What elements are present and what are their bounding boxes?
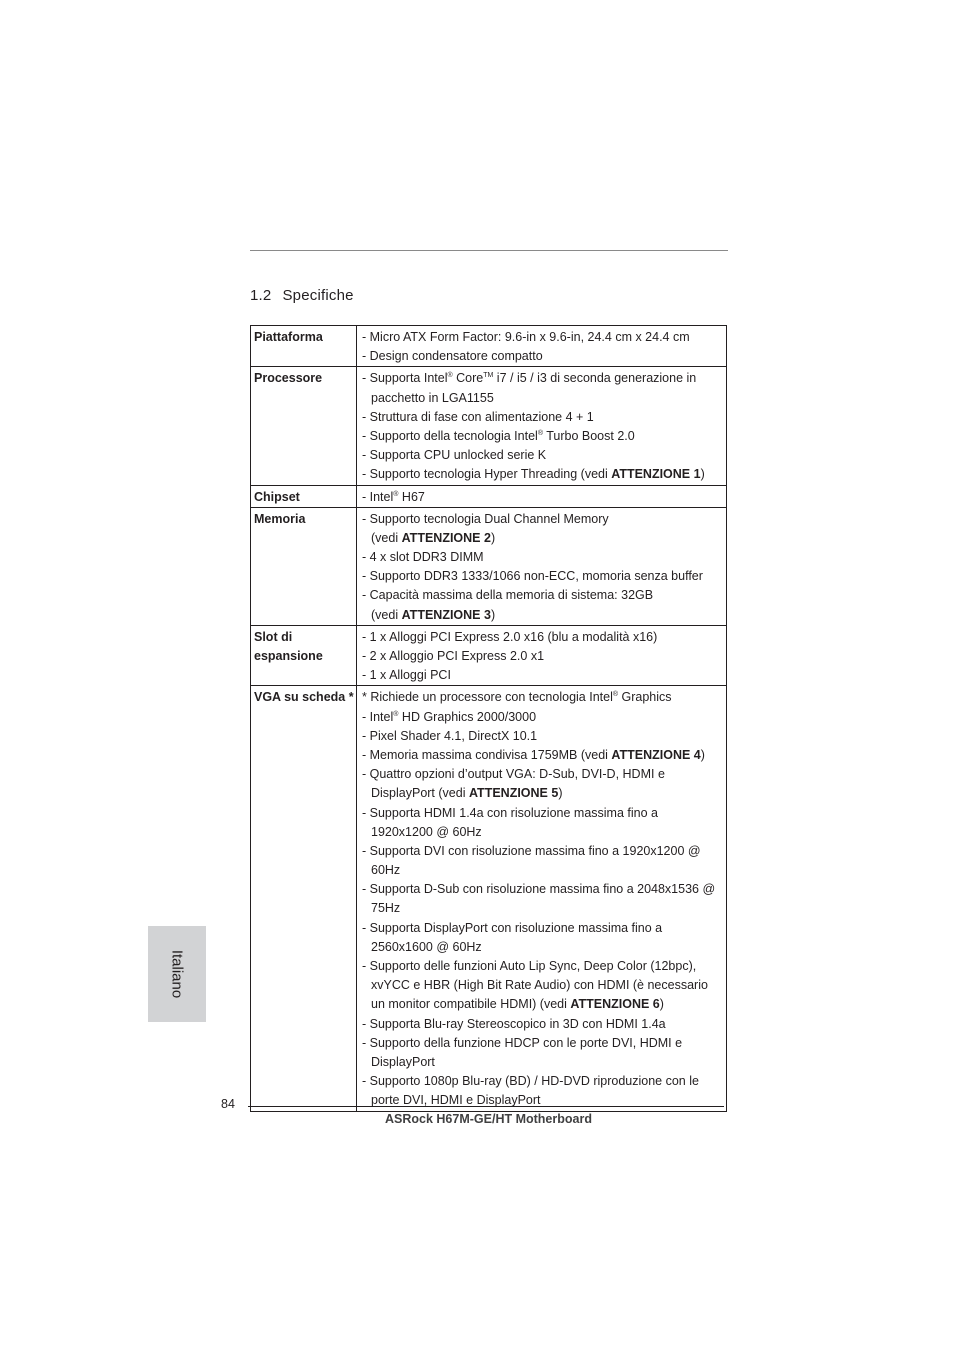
spec-row-label: [251, 625, 357, 686]
spec-value-line: - 2 x Alloggio PCI Express 2.0 x1: [362, 649, 545, 663]
spec-value-line: - Supporto 1080p Blu-ray (BD) / HD-DVD riproduzione con le: [362, 1074, 699, 1089]
spec-row-value: [357, 507, 727, 625]
spec-value-line: - Intel® H67: [362, 489, 425, 504]
spec-value-line: - Supporto tecnologia Hyper Threading (vedi ATTENZIONE 1): [362, 467, 705, 482]
spec-value-line: xvYCC e HBR (High Bit Rate Audio) con HDMI (è necessario: [371, 978, 708, 993]
spec-row-value: [357, 326, 727, 367]
specifications-table-body: [251, 326, 727, 1112]
spec-row: [251, 625, 727, 686]
spec-label-line: Piattaforma: [254, 330, 323, 344]
spec-label-line: Processore: [254, 371, 323, 386]
spec-value-line: - Struttura di fase con alimentazione 4 + 1: [362, 409, 594, 424]
spec-row-value: [357, 367, 727, 485]
spec-value-line: - Supporta Blu-ray Stereoscopico in 3D con HDMI 1.4a: [362, 1016, 666, 1031]
page-number: 84: [221, 1097, 235, 1111]
header-rule: [250, 250, 728, 251]
spec-value-line: - Supporta D-Sub con risoluzione massima fino a 2048x1536 @: [362, 882, 716, 897]
spec-value-line: - Supporto delle funzioni Auto Lip Sync, Deep Color (12bpc),: [362, 959, 697, 973]
spec-row: [251, 507, 727, 625]
spec-value-line: - Design condensatore compatto: [362, 349, 543, 364]
spec-value-line: - Supporta DVI con risoluzione massima fino a 1920x1200 @: [362, 843, 701, 858]
spec-label-line: Slot di: [254, 629, 293, 644]
spec-value-line: un monitor compatibile HDMI) (vedi ATTENZIONE 6): [371, 997, 664, 1012]
section-heading: [250, 287, 354, 304]
spec-value-line: 1920x1200 @ 60Hz: [371, 824, 482, 839]
spec-value-line: - Micro ATX Form Factor: 9.6-in x 9.6-in, 24.4 cm x 24.4 cm: [362, 330, 690, 344]
spec-value-line: - Supporta Intel® Core™ i7 / i5 / i3 di seconda generazione in: [362, 371, 697, 386]
spec-value-line: 2560x1600 @ 60Hz: [371, 939, 482, 954]
spec-value-line: DisplayPort: [371, 1054, 435, 1069]
spec-row-label: [251, 326, 357, 367]
spec-row-value: [357, 625, 727, 686]
spec-value-line: - Supporta HDMI 1.4a con risoluzione massima fino a: [362, 805, 658, 820]
spec-value-line: (vedi ATTENZIONE 2): [371, 530, 496, 545]
spec-value-line: - Intel® HD Graphics 2000/3000: [362, 709, 537, 724]
spec-value-line: porte DVI, HDMI e DisplayPort: [371, 1093, 541, 1108]
spec-value-line: * Richiede un processore con tecnologia Intel® Graphics: [362, 690, 672, 705]
section-number: 1.2: [250, 287, 272, 304]
footer-rule: [248, 1106, 724, 1107]
specifications-table: [250, 325, 727, 1112]
spec-value-line: 75Hz: [371, 901, 401, 916]
spec-label-line: espansione: [254, 649, 323, 663]
spec-row: [251, 367, 727, 485]
spec-row: [251, 485, 727, 507]
spec-value-line: - Memoria massima condivisa 1759MB (vedi ATTENZIONE 4): [362, 747, 705, 762]
spec-value-line: - Supporta CPU unlocked serie K: [362, 448, 547, 463]
spec-value-line: (vedi ATTENZIONE 3): [371, 607, 496, 622]
spec-value-line: - 1 x Alloggi PCI: [362, 668, 451, 683]
spec-value-line: - Pixel Shader 4.1, DirectX 10.1: [362, 728, 538, 743]
spec-value-line: 60Hz: [371, 863, 401, 878]
spec-label-line: Memoria: [254, 511, 306, 526]
spec-row-value: [357, 686, 727, 1111]
spec-row-label: [251, 485, 357, 507]
footer-product-name: ASRock H67M-GE/HT Motherboard: [385, 1112, 592, 1126]
language-label: Italiano: [168, 949, 186, 999]
spec-row-label: [251, 367, 357, 485]
spec-row-value: [357, 485, 727, 507]
spec-value-line: - Supporto tecnologia Dual Channel Memory: [362, 511, 609, 526]
spec-value-line: - Capacità massima della memoria di sistema: 32GB: [362, 588, 654, 603]
spec-value-line: - 4 x slot DDR3 DIMM: [362, 550, 484, 565]
spec-label-line: Chipset: [254, 489, 300, 504]
spec-value-line: - Quattro opzioni d’output VGA: D-Sub, DVI-D, HDMI e: [362, 767, 665, 782]
spec-label-line: VGA su scheda *: [254, 690, 354, 705]
spec-row-label: [251, 507, 357, 625]
spec-value-line: - 1 x Alloggi PCI Express 2.0 x16 (blu a modalità x16): [362, 629, 658, 644]
spec-row-label: [251, 686, 357, 1111]
language-side-tab: [148, 926, 206, 1022]
spec-value-line: DisplayPort (vedi ATTENZIONE 5): [371, 786, 563, 801]
spec-value-line: pacchetto in LGA1155: [371, 390, 494, 405]
spec-value-line: - Supporto DDR3 1333/1066 non-ECC, momoria senza buffer: [362, 569, 703, 584]
spec-row: [251, 686, 727, 1111]
section-title: Specifiche: [282, 287, 354, 304]
spec-value-line: - Supporto della funzione HDCP con le porte DVI, HDMI e: [362, 1035, 683, 1050]
spec-row: [251, 326, 727, 367]
spec-value-line: - Supporta DisplayPort con risoluzione massima fino a: [362, 920, 663, 935]
spec-value-line: - Supporto della tecnologia Intel® Turbo Boost 2.0: [362, 428, 635, 443]
